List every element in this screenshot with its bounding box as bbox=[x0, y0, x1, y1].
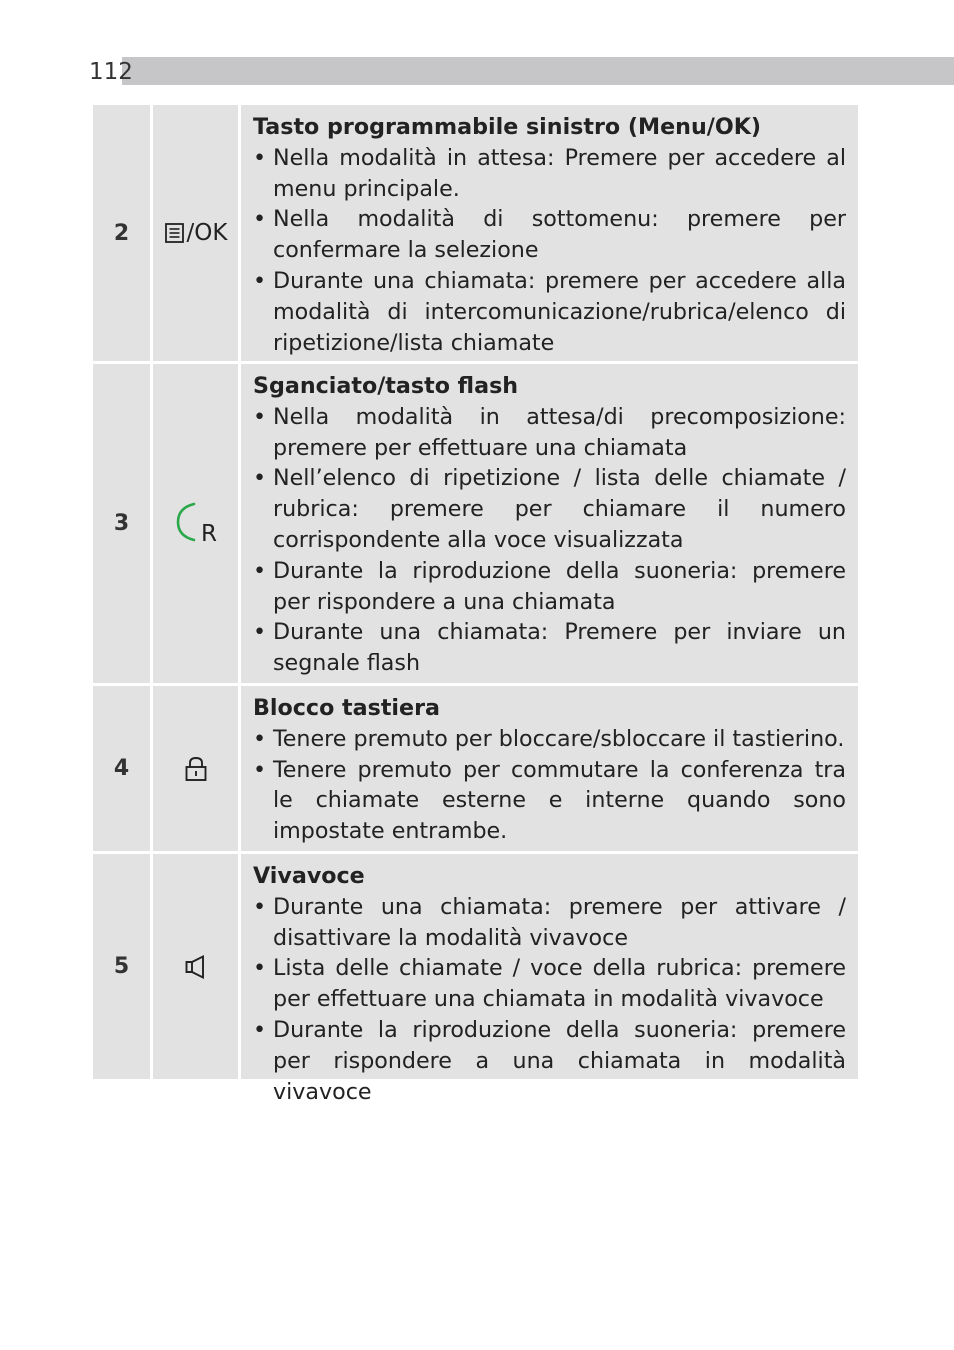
page-number: 112 bbox=[89, 59, 133, 85]
key-icon-cell bbox=[153, 854, 238, 1079]
bullet-list bbox=[253, 143, 846, 359]
key-icon-cell bbox=[153, 686, 238, 851]
list-item: • Durante una chiamata: premere per attivare / disattivare la modalità vivavoce bbox=[253, 892, 846, 954]
key-number: 4 bbox=[93, 686, 150, 851]
list-item: • Lista delle chiamate / voce della rubrica: premere per effettuare una chiamata in modalità vivavoce bbox=[253, 953, 846, 1015]
list-item: • Durante una chiamata: premere per accedere alla modalità di intercomunicazione/rubrica/elenco di ripetizione/lista chiamate bbox=[253, 266, 846, 358]
key-description bbox=[241, 686, 858, 851]
description-title: Vivavoce bbox=[253, 863, 365, 889]
bullet-list bbox=[253, 892, 846, 1108]
list-item: • Tenere premuto per bloccare/sbloccare il tastierino. bbox=[253, 724, 846, 755]
description-title: Blocco tastiera bbox=[253, 695, 440, 721]
table-row bbox=[93, 686, 858, 851]
menu-list-icon bbox=[164, 222, 186, 244]
speaker-icon bbox=[184, 954, 208, 980]
list-item: • Nell’elenco di ripetizione / lista delle chiamate / rubrica: premere per chiamare il numero corrispondente alla voce visualizzata bbox=[253, 463, 846, 555]
key-icon-cell bbox=[153, 105, 238, 361]
list-item: • Durante la riproduzione della suoneria: premere per rispondere a una chiamata bbox=[253, 556, 846, 618]
key-number: 5 bbox=[93, 854, 150, 1079]
lock-icon bbox=[184, 755, 208, 783]
key-icon-cell bbox=[153, 364, 238, 683]
key-number: 3 bbox=[93, 364, 150, 683]
key-description bbox=[241, 854, 858, 1105]
list-item: • Tenere premuto per commutare la conferenza tra le chiamate esterne e interne quando sono impostate entrambe. bbox=[253, 755, 846, 847]
flash-r-label: R bbox=[201, 520, 217, 547]
description-title: Sganciato/tasto flash bbox=[253, 373, 519, 399]
table-row bbox=[93, 364, 858, 683]
list-item: • Durante una chiamata: Premere per inviare un segnale flash bbox=[253, 617, 846, 679]
list-item: • Nella modalità in attesa/di precomposizione: premere per effettuare una chiamata bbox=[253, 402, 846, 464]
key-description bbox=[241, 364, 858, 683]
table-row bbox=[93, 854, 858, 1105]
key-description bbox=[241, 105, 858, 361]
bullet-list bbox=[253, 402, 846, 679]
key-number: 2 bbox=[93, 105, 150, 361]
key-function-table bbox=[93, 105, 858, 1105]
ok-label: /OK bbox=[186, 220, 228, 246]
table-row bbox=[93, 105, 858, 361]
list-item: • Nella modalità in attesa: Premere per accedere al menu principale. bbox=[253, 143, 846, 205]
list-item: • Durante la riproduzione della suoneria: premere per rispondere a una chiamata in modalità vivavoce bbox=[253, 1015, 846, 1107]
bullet-list bbox=[253, 724, 846, 847]
list-item: • Nella modalità di sottomenu: premere per confermare la selezione bbox=[253, 204, 846, 266]
header-bar bbox=[122, 57, 954, 85]
description-title: Tasto programmabile sinistro (Menu/OK) bbox=[253, 114, 762, 140]
handset-flash-icon bbox=[174, 500, 200, 548]
